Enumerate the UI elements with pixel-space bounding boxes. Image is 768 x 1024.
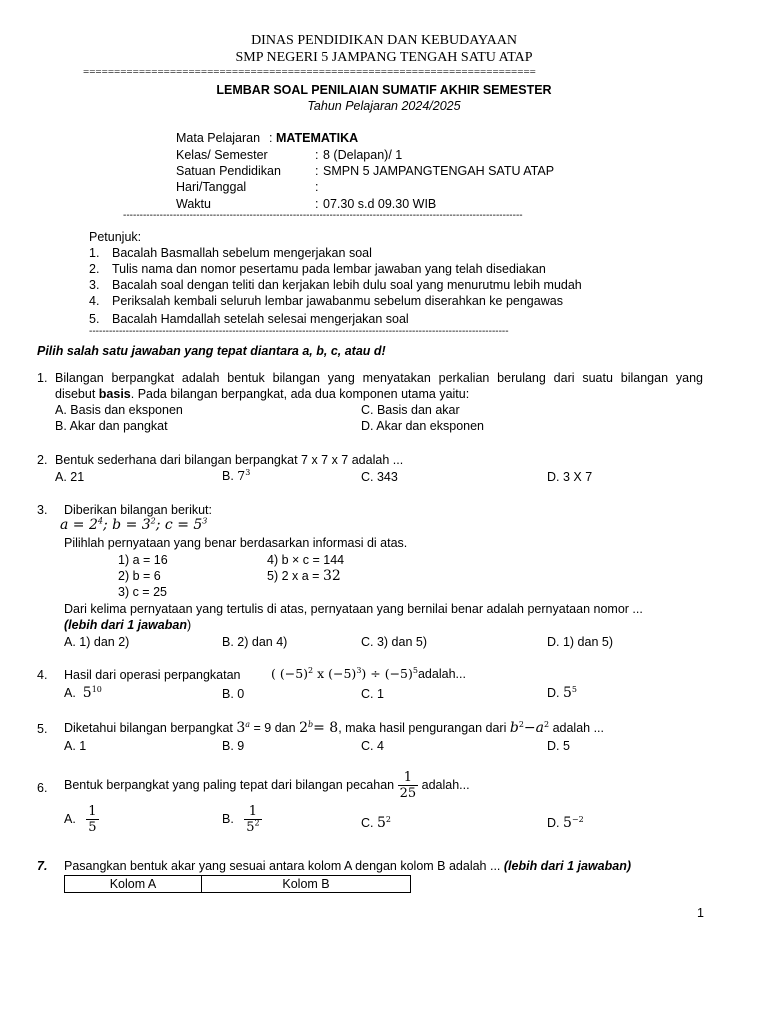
info-label-date: Hari/Tanggal [176,180,247,194]
option-a: A. $5^{10}$ [64,684,102,701]
option-a: A. 21 [55,470,85,484]
instruction-item: Bacalah Basmallah sebelum mengerjakan soal [112,246,372,260]
fraction: $\frac{1}{25}$ [399,770,417,801]
question-instruction: Pilihlah pernyataan yang benar berdasarkan informasi di atas. [64,536,408,550]
question-text-line2: disebut basis. Pada bilangan berpangkat, ada dua komponen utama yaitu: [55,387,470,401]
divider-dashes-2: ------------------------------------------------------------------------------------------------------------------------------ [89,326,509,337]
info-sep-subject: : [269,131,273,145]
info-label-time: Waktu [176,197,211,211]
header-rule: ========================================================================= [83,66,536,78]
option-a: A. Basis dan eksponen [55,403,183,417]
question-number: 1. [37,371,48,385]
instruction-number: 4. [89,294,100,308]
option-c: C. 4 [361,739,384,753]
divider-dashes-1: ------------------------------------------------------------------------------------------------------------------------ [123,210,523,221]
instructions-title: Petunjuk: [89,230,142,244]
question-text: Bentuk sederhana dari bilangan berpangkat 7 x 7 x 7 adalah ... [55,453,404,467]
question-number: 2. [37,453,48,467]
question-number: 3. [37,503,48,517]
option-b: B. $7^3$ [222,467,251,483]
option-d: D. 3 X 7 [547,470,593,484]
info-sep-unit: : [315,164,319,178]
option-a: A. 1 [64,739,87,753]
instruction-item: Periksalah kembali seluruh lembar jawabanmu sebelum diserahkan ke pengawas [112,294,563,308]
question-text: Bilangan berpangkat adalah bentuk bilangan yang menyatakan perkalian berulang dari suatu bilangan yang [55,371,703,385]
instruction-number: 3. [89,278,100,292]
info-sep-class: : [315,148,319,162]
info-label-unit: Satuan Pendidikan [176,164,281,178]
question-text: Diketahui bilangan berpangkat $3^a = 9$ dan $2^b= 8$, maka hasil pengurangan dari $b^2-a^2$ adalah ... [64,719,604,736]
question-number: 4. [37,668,48,682]
option-b: B. 2) dan 4) [222,635,288,649]
option-a: A. $\frac{1}{5}$ [64,804,97,835]
question-number: 6. [37,781,48,795]
option-b: B. 0 [222,687,245,701]
statement-4: 4) b × c = 144 [267,553,345,567]
header-school: SMP NEGERI 5 JAMPANG TENGAH SATU ATAP [235,50,533,65]
statement-5: 5) 2 x a = 32 [267,568,341,584]
option-d: D. 5 [547,739,570,753]
option-d: D. Akar dan eksponen [361,419,484,433]
expression: ( $(-5)^2$ x $(-5)^3$) ÷ $(-5)^5adalah$... [271,665,466,681]
given-numbers: $a = 2^4$; $b = 3^2$; $c = 5^3$ [60,516,208,533]
document-title: LEMBAR SOAL PENILAIAN SUMATIF AKHIR SEMESTER [216,83,552,97]
instruction-number: 1. [89,246,100,260]
instruction-item: Tulis nama dan nomor pesertamu pada lembar jawaban yang telah disediakan [112,262,546,276]
info-value-time: 07.30 s.d 09.30 WIB [323,197,437,211]
option-a: A. 1) dan 2) [64,635,130,649]
option-c: C. Basis dan akar [361,403,460,417]
page-number: 1 [697,906,704,920]
info-sep-date: : [315,180,319,194]
option-d: D. $5^5$ [547,684,577,701]
option-c: C. 343 [361,470,398,484]
info-value-class: 8 (Delapan)/ 1 [323,148,403,162]
instruction-number: 2. [89,262,100,276]
info-value-subject: MATEMATIKA [276,131,359,145]
info-label-class: Kelas/ Semester [176,148,268,162]
option-b: B. $\frac{1}{5^2}$ [222,804,260,835]
instruction-item: Bacalah soal dengan teliti dan kerjakan lebih dulu soal yang menurutmu lebih mudah [112,278,582,292]
instruction-number: 5. [89,312,100,326]
question-prompt: Dari kelima pernyataan yang tertulis di atas, pernyataan yang bernilai benar adalah pernyataan nomor ... [64,602,643,616]
info-sep-time: : [315,197,319,211]
question-note: (lebih dari 1 jawaban) [64,618,192,632]
option-b: B. 9 [222,739,245,753]
header-agency: DINAS PENDIDIKAN DAN KEBUDAYAAN [251,33,517,48]
option-d: D. 1) dan 5) [547,635,614,649]
column-a-header: Kolom A [65,876,202,893]
option-b: B. Akar dan pangkat [55,419,168,433]
question-text: Bentuk berpangkat yang paling tepat dari bilangan pecahan $\frac{1}{25}$ adalah... [64,770,470,801]
question-text: Pasangkan bentuk akar yang sesuai antara kolom A dengan kolom B adalah ... (lebih dari 1 jawaban) [64,859,631,873]
matching-table [64,875,411,893]
option-d: D. $5^{-2}$ [547,814,584,831]
option-c: C. 1 [361,687,384,701]
question-number: 7. [37,859,48,873]
info-value-unit: SMPN 5 JAMPANGTENGAH SATU ATAP [323,164,555,178]
column-b-header: Kolom B [202,876,411,893]
statement-1: 1) a = 16 [118,553,168,567]
answer-instruction: Pilih salah satu jawaban yang tepat diantara a, b, c, atau d! [37,344,386,358]
statement-3: 3) c = 25 [118,585,167,599]
info-label-subject: Mata Pelajaran [176,131,261,145]
statement-2: 2) b = 6 [118,569,161,583]
option-c: C. $5^2$ [361,814,391,831]
option-c: C. 3) dan 5) [361,635,428,649]
question-text: Diberikan bilangan berikut: [64,503,213,517]
instruction-item: Bacalah Hamdallah setelah selesai mengerjakan soal [112,312,409,326]
document-subtitle: Tahun Pelajaran 2024/2025 [307,99,461,113]
question-number: 5. [37,722,48,736]
question-text: Hasil dari operasi perpangkatan [64,668,241,682]
